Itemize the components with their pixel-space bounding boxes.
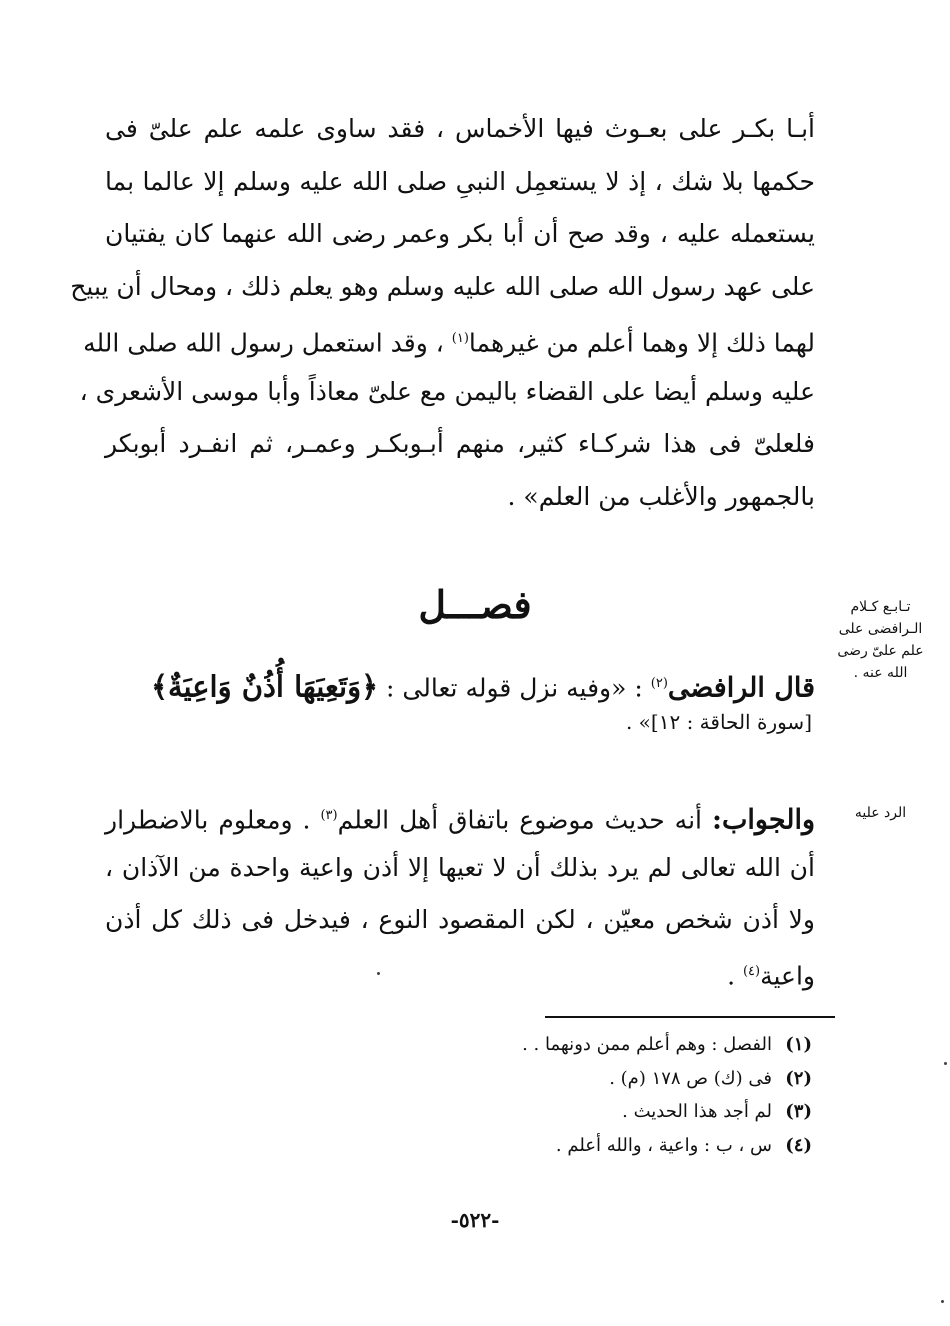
paragraph-line: أبـا بكـر على بعـوث فيها الأخماس ، فقد ساوى علمه علم علىّ فى xyxy=(105,114,815,143)
answer-text: واعية xyxy=(760,961,815,991)
answer-line xyxy=(105,790,815,842)
scan-speck xyxy=(944,1062,947,1065)
paragraph-line: عليه وسلم أيضا على القضاء باليمن مع علىّ معاذاً وأبا موسى الأشعرى ، xyxy=(79,376,815,406)
section-title-text: فصـــل xyxy=(418,582,532,627)
answer-tail: . xyxy=(727,961,736,991)
side-note-line: الرد عليه xyxy=(854,805,907,821)
sura-reference: [سورة الحاقة : ١٢]» . xyxy=(625,710,812,734)
quran-verse: ﴿وَتَعِيَهَا أُذُنٌ وَاعِيَةٌ﴾ xyxy=(150,669,379,704)
scan-speck xyxy=(377,972,380,975)
rafidi-lead: قال الرافضى xyxy=(667,672,815,704)
footnote-marker: (١) xyxy=(451,331,469,346)
rafidi-text: : «وفيه نزل قوله تعالى : xyxy=(386,673,643,703)
section-title xyxy=(300,575,650,635)
side-note-line: الـرافضى على xyxy=(838,621,923,637)
footnote-number: (١) xyxy=(785,1034,812,1055)
paragraph-line: حكمها بلا شك ، إذ لا يستعمِل النبىِ صلى الله عليه وسلم إلا عالما بما xyxy=(105,166,815,196)
answer-block xyxy=(105,790,815,998)
paragraph-line: يستعمله عليه ، وقد صح أن أبا بكر وعمر رضى الله عنهما كان يفتيان xyxy=(105,219,815,248)
paragraph-line-tail: ، وقد استعمل رسول الله صلى الله xyxy=(83,328,444,358)
paragraph-line: فلعلىّ فى هذا شركـاء كثير، منهم أبـوبكـر وعمـر، ثم انفـرد أبوبكر xyxy=(105,429,815,458)
footnote-number: (٤) xyxy=(785,1134,812,1156)
side-note-line: تـابـع كـلام xyxy=(850,599,911,615)
scan-speck xyxy=(941,1300,944,1303)
rafidi-statement xyxy=(105,658,815,710)
paragraph-line xyxy=(83,313,815,366)
page-number: -٥٢٢- xyxy=(450,1208,500,1232)
footnote-divider xyxy=(545,1016,835,1018)
footnote-text: س ، ب : واعية ، والله أعلم . xyxy=(555,1134,772,1156)
footnote-text: لم أجد هذا الحديث . xyxy=(622,1101,772,1122)
answer-line: أن الله تعالى لم يرد بذلك أن لا تعيها إلا أذن واعية واحدة من الآذان ، xyxy=(105,853,815,882)
footnote-item xyxy=(392,1028,812,1062)
footnote-item xyxy=(392,1129,812,1163)
footnote-item xyxy=(392,1095,812,1129)
paragraph-line-text: لهما ذلك إلا وهما أعلم من غيرهما xyxy=(468,328,815,358)
side-note-line: الله عنه . xyxy=(853,665,908,681)
answer-lead: والجواب: xyxy=(711,804,816,836)
paragraph-line: على عهد رسول الله صلى الله عليه وسلم وهو يعلم ذلك ، ومحال أن يبيح xyxy=(70,271,815,301)
footnote-text: الفصل : وهم أعلم ممن دونهما . . xyxy=(522,1034,772,1055)
rafidi-line xyxy=(105,658,815,710)
side-note-continuation xyxy=(823,596,938,684)
answer-text: أنه حديث موضوع باتفاق أهل العلم xyxy=(337,805,702,835)
answer-tail: . ومعلوم بالاضطرار xyxy=(105,805,311,835)
footnote-marker: (٤) xyxy=(742,964,761,979)
main-paragraph xyxy=(70,103,815,523)
footnote-number: (٣) xyxy=(785,1101,812,1122)
footnotes xyxy=(392,1028,812,1162)
footnote-marker: (٢) xyxy=(650,676,668,691)
answer-line: ولا أذن شخص معيّن ، لكن المقصود النوع ، فيدخل فى ذلك كل أذن xyxy=(105,905,815,934)
footnote-item xyxy=(392,1062,812,1096)
answer-line xyxy=(105,946,815,998)
footnote-number: (٢) xyxy=(785,1067,812,1089)
paragraph-line: بالجمهور والأغلب من العلم» . xyxy=(507,481,815,511)
footnote-text: فى (ك) ص ١٧٨ (م) . xyxy=(609,1067,772,1089)
side-note-line: علم علىّ رضى xyxy=(837,643,924,659)
side-note-reply xyxy=(823,802,938,824)
footnote-marker: (٣) xyxy=(320,808,338,823)
